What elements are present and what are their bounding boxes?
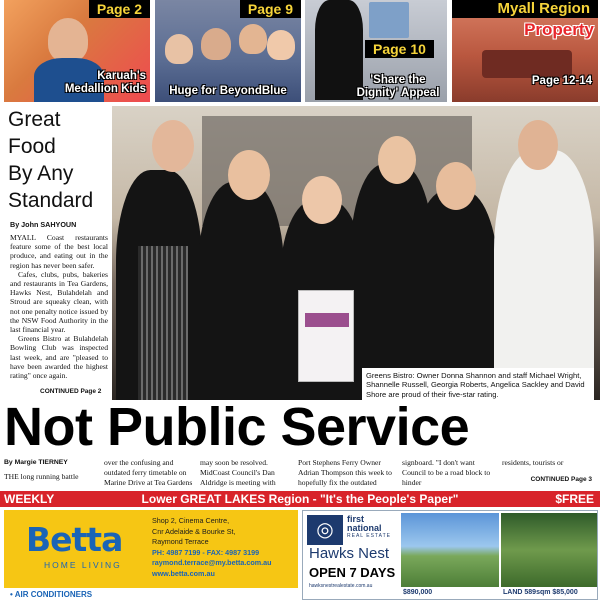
listing-price: LAND 589sqm $85,000: [503, 589, 578, 596]
photo-face: [152, 120, 194, 172]
photo-face: [228, 150, 270, 200]
teaser-property-title: Property: [524, 20, 594, 39]
teaser-caption: Huge for BeyondBlue: [169, 85, 287, 97]
banner-tagline: Lower GREAT LAKES Region - "It's the People's Paper": [141, 492, 459, 506]
teaser-region-title: Myall Region: [452, 0, 598, 18]
teaser-share-dignity[interactable]: [305, 0, 447, 102]
second-col: residents, tourists or: [502, 458, 564, 467]
teaser-page-label: Page 10: [365, 40, 434, 58]
teaser-beyondblue[interactable]: [155, 0, 301, 102]
first-national-website[interactable]: hawksnestrealestate.com.au: [309, 583, 373, 589]
photo-face: [302, 176, 342, 224]
betta-logo-subtitle: HOME LIVING: [44, 560, 122, 570]
photo-face: [378, 136, 416, 184]
teaser-photo-group: [201, 28, 231, 60]
teaser-property[interactable]: [452, 0, 598, 102]
lead-paragraph: MYALL Coast restaurants feature some of the best local produce, and eating out in the region has never been safer.: [10, 233, 108, 270]
teaser-photo-boy: [48, 18, 88, 62]
first-national-advert[interactable]: [302, 510, 598, 600]
listing-photo-house[interactable]: [401, 513, 499, 587]
teaser-page-label: Page 12-14: [531, 75, 592, 87]
betta-email[interactable]: raymond.terrace@my.betta.com.au: [152, 558, 272, 567]
betta-website[interactable]: www.betta.com.au: [152, 568, 215, 578]
lead-byline: By John SAHYOUN: [10, 220, 77, 229]
second-headline[interactable]: Not Public Service: [4, 397, 470, 457]
betta-phone: PH: 4987 7199 - FAX: 4987 3199: [152, 547, 260, 557]
first-national-brand: first national: [347, 514, 382, 533]
lead-story: [4, 106, 110, 400]
lead-paragraph: Greens Bistro at Bulahdelah Bowling Club was inspected last week, and are "pleased to have been awarded the highest rating" once again.: [10, 334, 108, 381]
teaser-page-label: Page 9: [240, 0, 301, 18]
second-col: signboard. "I don't want Council to be a road block to hinder: [402, 458, 491, 487]
lead-headline: Great Food By Any Standard: [8, 108, 94, 212]
listing-price: $890,000: [403, 589, 433, 596]
photo-apron: [138, 246, 188, 400]
teaser-page-label: Page 2: [89, 0, 150, 18]
second-col: may soon be resolved. MidCoast Council's Dan Aldridge is meeting with: [200, 458, 276, 487]
betta-address: Cnr Adelaide & Bourke St,: [152, 526, 236, 536]
photo-face: [518, 120, 558, 170]
lead-body: [4, 233, 110, 380]
photo-face: [436, 162, 476, 210]
betta-contact-info: [152, 516, 296, 579]
first-national-logo-icon: ◎: [307, 515, 343, 545]
second-byline: By Margie TIERNEY: [4, 459, 68, 466]
photo-person: [198, 182, 284, 400]
lead-photo: [112, 106, 600, 400]
photo-certificate: [298, 290, 354, 382]
second-col: Port Stephens Ferry Owner Adrian Thompson this week to hopefully fix the outdated: [298, 458, 392, 487]
betta-logo: Betta: [26, 520, 123, 559]
teaser-photo-room: [482, 50, 572, 78]
teaser-photo-poster: [369, 2, 409, 38]
listing-photo-land[interactable]: [501, 513, 597, 587]
betta-address: Shop 2, Cinema Centre,: [152, 516, 230, 525]
second-continued-link[interactable]: CONTINUED Page 3: [530, 476, 592, 483]
teaser-photo-group: [267, 30, 295, 60]
second-col-text: THE long running battle: [4, 472, 79, 481]
first-national-location: Hawks Nest: [309, 545, 390, 562]
teaser-strip: [0, 0, 600, 104]
teaser-caption: Karuah's Medallion Kids: [64, 70, 146, 95]
teaser-photo-group: [239, 24, 267, 54]
teaser-photo-group: [165, 34, 193, 64]
betta-bottom-strip: • AIR CONDITIONERS: [4, 588, 298, 600]
second-col: over the confusing and outdated ferry timetable on Marine Drive at Tea Gardens: [104, 458, 193, 487]
lead-paragraph: Cafes, clubs, pubs, bakeries and restaurants in Tea Gardens, Hawks Nest, Bulahdelah and Stroud are squeaky clean, with not one penalty notice issued by the NSW Food Authority in the last financial year.: [10, 269, 108, 335]
first-national-hours: OPEN 7 DAYS: [309, 565, 396, 580]
teaser-caption: 'Share the Dignity' Appeal: [356, 74, 440, 99]
teaser-medallion-kids[interactable]: [4, 0, 150, 102]
masthead-banner: [0, 491, 600, 507]
betta-address: Raymond Terrace: [152, 537, 209, 546]
betta-advert[interactable]: [4, 510, 298, 600]
lead-continued-link[interactable]: CONTINUED Page 2: [40, 388, 102, 395]
certificate-band: [305, 313, 349, 327]
photo-person: [494, 150, 594, 400]
banner-price: $FREE: [555, 492, 594, 506]
second-story: [4, 458, 596, 490]
first-national-subtitle: REAL ESTATE: [347, 533, 391, 539]
photo-caption: Greens Bistro: Owner Donna Shannon and staff Michael Wright, Shannelle Russell, Georgia Roberts, Angelica Sackley and David Shore are proud of their five-star rating.: [362, 368, 594, 400]
banner-weekly: WEEKLY: [4, 492, 55, 506]
second-col: [4, 458, 90, 482]
